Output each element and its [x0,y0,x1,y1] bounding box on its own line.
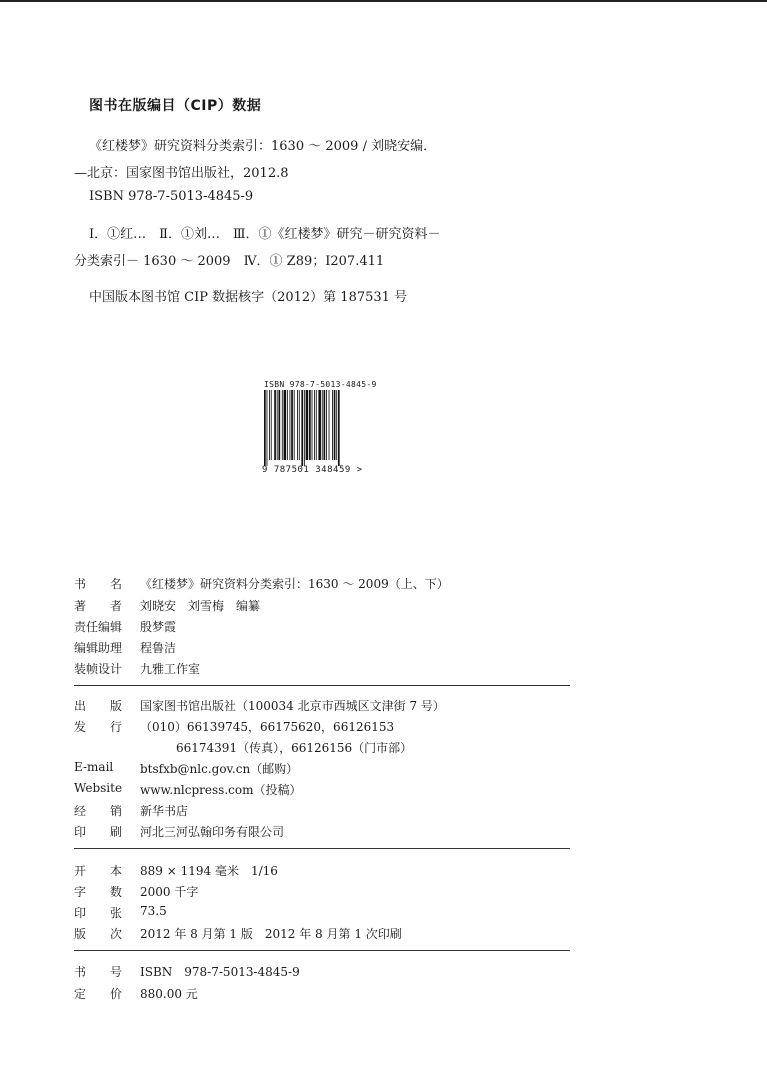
label: 开 本 [74,864,123,878]
value: 66174391（传真），66126156（门市部） [176,741,413,755]
label: 书 名 [74,577,123,591]
value: 九雅工作室 [140,662,201,676]
label: 责任编辑 [74,620,123,634]
cip-line-publisher: —北京：国家图书馆出版社，2012.8 [74,166,289,181]
value: 刘晓安 刘雪梅 编纂 [140,599,261,613]
divider-rule [74,848,570,849]
label: 字 数 [74,885,123,899]
label: 发 行 [74,720,123,734]
value: 河北三河弘翰印务有限公司 [140,825,285,839]
cip-line-isbn: ISBN 978-7-5013-4845-9 [89,189,254,204]
label: 著 者 [74,599,123,613]
value: www.nlcpress.com（投稿） [140,783,302,797]
label: E-mail [74,760,114,774]
cip-line-classification-cont: 分类索引－ 1630 ～ 2009 Ⅳ．① Z89；I207.411 [74,254,385,269]
label: 版 次 [74,927,123,941]
label: 装帧设计 [74,662,123,676]
value: 880.00 元 [140,987,198,1001]
barcode-bars [264,390,374,466]
label: 印 张 [74,906,123,920]
cip-line-record-number: 中国版本图书馆 CIP 数据核字（2012）第 187531 号 [89,290,408,305]
divider-rule [74,685,570,686]
value: 殷梦霞 [140,620,177,634]
top-border-line [0,0,767,2]
value: 新华书店 [140,804,189,818]
cip-line-classification: Ⅰ．①红… Ⅱ．①刘… Ⅲ．①《红楼梦》研究－研究资料－ [89,227,441,242]
label: 印 刷 [74,825,123,839]
label: Website [74,781,123,795]
value: btsfxb@nlc.gov.cn（邮购） [140,762,299,776]
label: 经 销 [74,804,123,818]
value: 73.5 [140,904,167,918]
barcode-bottom-text: 9 787501 348459 > [262,465,363,475]
cip-line-title: 《红楼梦》研究资料分类索引：1630 ～ 2009 / 刘晓安编． [89,139,437,154]
value: 《红楼梦》研究资料分类索引：1630 ～ 2009（上、下） [140,577,449,591]
cip-heading: 图书在版编目（CIP）数据 [89,98,262,114]
value: 国家图书馆出版社（100034 北京市西城区文津街 7 号） [140,699,445,713]
value: ISBN 978-7-5013-4845-9 [140,965,300,979]
barcode-top-text: ISBN 978-7-5013-4845-9 [264,380,377,389]
value: 2000 千字 [140,885,199,899]
isbn-barcode [262,380,392,478]
value: （010）66139745，66175620，66126153 [140,720,395,734]
divider-rule [74,950,570,951]
label: 书 号 [74,965,123,979]
label: 编辑助理 [74,641,123,655]
value: 889 × 1194 毫米 1/16 [140,864,278,878]
label: 出 版 [74,699,123,713]
value: 程鲁洁 [140,641,177,655]
value: 2012 年 8 月第 1 版 2012 年 8 月第 1 次印刷 [140,927,402,941]
label: 定 价 [74,987,123,1001]
